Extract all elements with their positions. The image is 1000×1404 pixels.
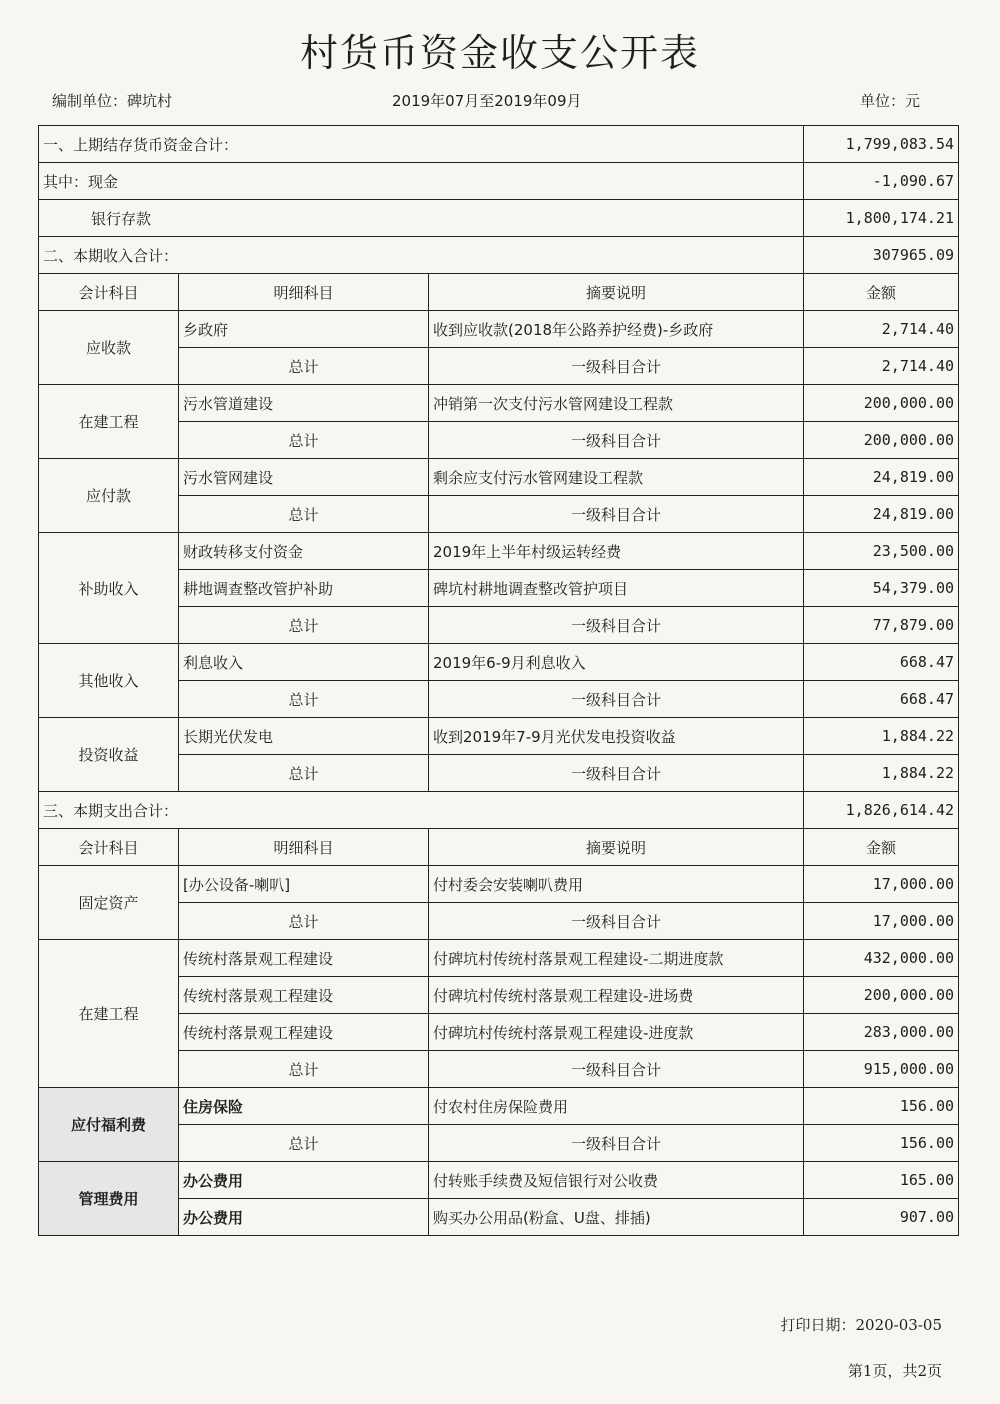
table-row [39,940,959,977]
amount-cell: 54,379.00 [804,570,959,607]
bank-deposit-value: 1,800,174.21 [804,200,959,237]
table-row [39,459,959,496]
amount-cell: 668.47 [804,644,959,681]
detail-cell: 传统村落景观工程建设 [179,940,429,977]
total-label: 总计 [179,1051,429,1088]
total-memo: 一级科目合计 [429,681,804,718]
total-amount: 200,000.00 [804,422,959,459]
detail-cell: 住房保险 [179,1088,429,1125]
memo-cell: 冲销第一次支付污水管网建设工程款 [429,385,804,422]
total-memo: 一级科目合计 [429,348,804,385]
amount-cell: 1,884.22 [804,718,959,755]
opening-balance-label: 一、上期结存货币资金合计： [39,126,804,163]
total-amount: 77,879.00 [804,607,959,644]
memo-cell: 付农村住房保险费用 [429,1088,804,1125]
total-label: 总计 [179,496,429,533]
summary-row-cash [39,163,959,200]
total-label: 总计 [179,755,429,792]
account-cell: 应付款 [39,459,179,533]
header-detail: 明细科目 [179,829,429,866]
amount-cell: 907.00 [804,1199,959,1236]
total-label: 总计 [179,1125,429,1162]
bank-deposit-label: 银行存款 [39,200,804,237]
account-cell: 投资收益 [39,718,179,792]
detail-cell: 长期光伏发电 [179,718,429,755]
total-label: 总计 [179,607,429,644]
amount-cell: 23,500.00 [804,533,959,570]
detail-cell: [办公设备-喇叭] [179,866,429,903]
ledger-table [38,125,959,1236]
total-label: 总计 [179,681,429,718]
total-label: 总计 [179,422,429,459]
amount-cell: 156.00 [804,1088,959,1125]
summary-row-opening [39,126,959,163]
summary-row-income [39,237,959,274]
compiling-unit: 编制单位：碑坑村 [52,92,173,110]
total-amount: 915,000.00 [804,1051,959,1088]
table-row [39,385,959,422]
amount-cell: 24,819.00 [804,459,959,496]
detail-cell: 财政转移支付资金 [179,533,429,570]
print-date: 打印日期：2020-03-05 [780,1316,942,1334]
opening-balance-value: 1,799,083.54 [804,126,959,163]
account-cell: 在建工程 [39,940,179,1088]
memo-cell: 付村委会安装喇叭费用 [429,866,804,903]
total-memo: 一级科目合计 [429,1125,804,1162]
cash-label: 其中：现金 [39,163,804,200]
detail-cell: 办公费用 [179,1199,429,1236]
summary-row-expense [39,792,959,829]
table-row [39,533,959,570]
memo-cell: 付碑坑村传统村落景观工程建设-二期进度款 [429,940,804,977]
header-memo: 摘要说明 [429,274,804,311]
total-amount: 2,714.40 [804,348,959,385]
detail-cell: 污水管网建设 [179,459,429,496]
memo-cell: 购买办公用品(粉盒、U盘、排插) [429,1199,804,1236]
memo-cell: 2019年上半年村级运转经费 [429,533,804,570]
summary-row-bank [39,200,959,237]
amount-cell: 2,714.40 [804,311,959,348]
total-memo: 一级科目合计 [429,755,804,792]
currency-unit: 单位：元 [860,92,921,110]
header-detail: 明细科目 [179,274,429,311]
header-account: 会计科目 [39,274,179,311]
detail-cell: 耕地调查整改管护补助 [179,570,429,607]
total-amount: 156.00 [804,1125,959,1162]
page-title: 村货币资金收支公开表 [299,31,700,75]
detail-cell: 污水管道建设 [179,385,429,422]
total-memo: 一级科目合计 [429,903,804,940]
account-cell: 管理费用 [39,1162,179,1236]
total-label: 总计 [179,903,429,940]
memo-cell: 剩余应支付污水管网建设工程款 [429,459,804,496]
income-total-value: 307965.09 [804,237,959,274]
account-cell: 其他收入 [39,644,179,718]
header-memo: 摘要说明 [429,829,804,866]
total-amount: 17,000.00 [804,903,959,940]
memo-cell: 收到应收款(2018年公路养护经费)-乡政府 [429,311,804,348]
memo-cell: 付转账手续费及短信银行对公收费 [429,1162,804,1199]
account-cell: 固定资产 [39,866,179,940]
memo-cell: 收到2019年7-9月光伏发电投资收益 [429,718,804,755]
table-row [39,1162,959,1199]
amount-cell: 200,000.00 [804,385,959,422]
header-account: 会计科目 [39,829,179,866]
total-amount: 1,884.22 [804,755,959,792]
income-header-row [39,274,959,311]
memo-cell: 付碑坑村传统村落景观工程建设-进度款 [429,1014,804,1051]
memo-cell: 2019年6-9月利息收入 [429,644,804,681]
table-row [39,644,959,681]
table-row [39,718,959,755]
expense-header-row [39,829,959,866]
table-row [39,311,959,348]
cash-value: -1,090.67 [804,163,959,200]
total-memo: 一级科目合计 [429,1051,804,1088]
total-memo: 一级科目合计 [429,496,804,533]
total-amount: 668.47 [804,681,959,718]
header-amount: 金额 [804,829,959,866]
ledger-body [39,126,959,1236]
expense-total-label: 三、本期支出合计： [39,792,804,829]
table-row [39,866,959,903]
expense-total-value: 1,826,614.42 [804,792,959,829]
total-label: 总计 [179,348,429,385]
account-cell: 在建工程 [39,385,179,459]
detail-cell: 传统村落景观工程建设 [179,977,429,1014]
page-number: 第1页，共2页 [847,1362,942,1380]
table-row [39,1088,959,1125]
detail-cell: 乡政府 [179,311,429,348]
detail-cell: 利息收入 [179,644,429,681]
total-memo: 一级科目合计 [429,422,804,459]
amount-cell: 200,000.00 [804,977,959,1014]
detail-cell: 办公费用 [179,1162,429,1199]
header-amount: 金额 [804,274,959,311]
account-cell: 应收款 [39,311,179,385]
memo-cell: 付碑坑村传统村落景观工程建设-进场费 [429,977,804,1014]
report-period: 2019年07月至2019年09月 [392,92,582,110]
amount-cell: 17,000.00 [804,866,959,903]
detail-cell: 传统村落景观工程建设 [179,1014,429,1051]
account-cell: 补助收入 [39,533,179,644]
amount-cell: 165.00 [804,1162,959,1199]
income-total-label: 二、本期收入合计： [39,237,804,274]
amount-cell: 283,000.00 [804,1014,959,1051]
total-memo: 一级科目合计 [429,607,804,644]
total-amount: 24,819.00 [804,496,959,533]
account-cell: 应付福利费 [39,1088,179,1162]
memo-cell: 碑坑村耕地调查整改管护项目 [429,570,804,607]
amount-cell: 432,000.00 [804,940,959,977]
